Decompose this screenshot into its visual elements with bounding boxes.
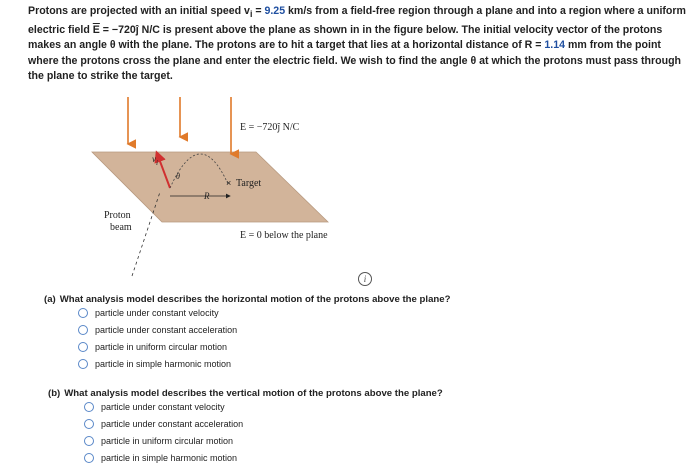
qb-option-3[interactable]: particle in uniform circular motion bbox=[84, 432, 243, 449]
angle-label: θ bbox=[176, 172, 180, 181]
problem-statement: Protons are projected with an initial speed $v_i = 9.25$ km/s from a field-free region through a plane and into a region where a uniform electric field $\overline{E}$ = −720ĵ N/C is present above the plane as shown in in the figure below. The initial velocity vector of the protons makes an angle θ with the plane. The protons are to hit a target that lies at a horizontal distance of R = 1.14 mm from the point where the protons cross the plane and enter the electric field. We wish to find the angle θ at which the protons must pass through the plane to strike the target. bbox=[28, 5, 686, 83]
question-b-options bbox=[84, 398, 243, 466]
qa-option-2[interactable]: particle under constant acceleration bbox=[78, 321, 237, 338]
field-symbol: $\overline{E}$ bbox=[92, 23, 100, 36]
velocity-label: $v_i$ bbox=[152, 154, 159, 167]
qa-option-3[interactable]: particle in uniform circular motion bbox=[78, 338, 237, 355]
radio-button[interactable] bbox=[84, 402, 94, 412]
qa-option-1[interactable]: particle under constant velocity bbox=[78, 304, 237, 321]
question-a: (a) What analysis model describes the horizontal motion of the protons above the plane? bbox=[44, 294, 451, 305]
physics-figure bbox=[90, 92, 390, 282]
radio-button[interactable] bbox=[84, 453, 94, 463]
beam-label-2: beam bbox=[110, 222, 132, 233]
radio-button[interactable] bbox=[78, 325, 88, 335]
distance-value: 1.14 bbox=[544, 39, 566, 52]
radio-button[interactable] bbox=[78, 359, 88, 369]
beam-label-1: Proton bbox=[104, 210, 131, 221]
radio-button[interactable] bbox=[78, 342, 88, 352]
question-a-options bbox=[78, 304, 237, 372]
radio-button[interactable] bbox=[84, 436, 94, 446]
range-label: R bbox=[204, 191, 210, 201]
below-plane-label: E = 0 below the plane bbox=[240, 230, 328, 241]
target-marker: × bbox=[226, 178, 232, 188]
radio-button[interactable] bbox=[84, 419, 94, 429]
qb-option-2[interactable]: particle under constant acceleration bbox=[84, 415, 243, 432]
info-icon[interactable]: i bbox=[358, 272, 372, 286]
field-label: E = −720ĵ N/C bbox=[240, 122, 300, 133]
qb-option-4[interactable]: particle in simple harmonic motion bbox=[84, 449, 243, 466]
target-label: Target bbox=[236, 178, 262, 189]
qb-option-1[interactable]: particle under constant velocity bbox=[84, 398, 243, 415]
speed-value: 9.25 bbox=[264, 5, 286, 17]
radio-button[interactable] bbox=[78, 308, 88, 318]
qa-option-4[interactable]: particle in simple harmonic motion bbox=[78, 355, 237, 372]
question-b: (b) What analysis model describes the vertical motion of the protons above the plane? bbox=[48, 388, 443, 399]
